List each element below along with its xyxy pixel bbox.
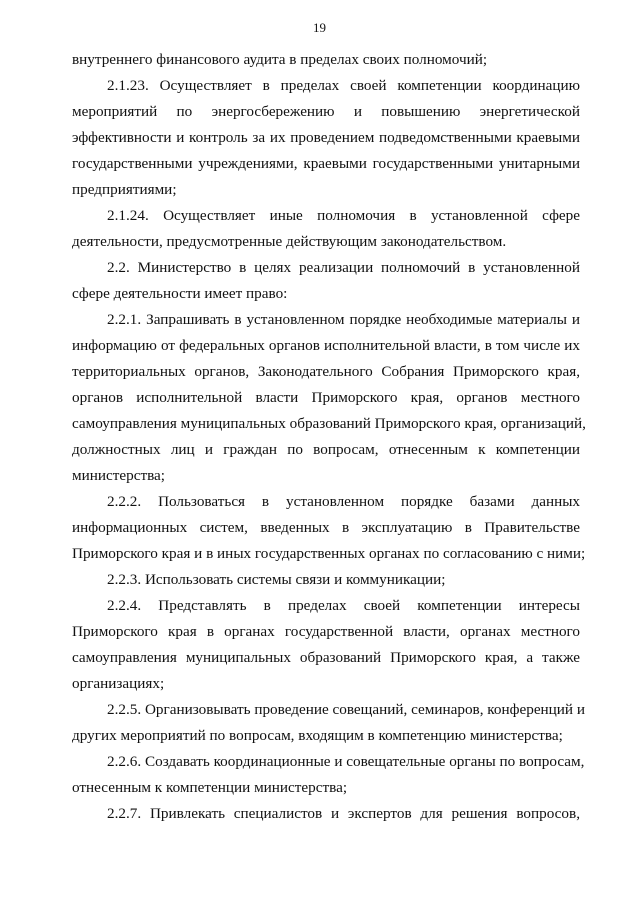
text-line: 2.2.1. Запрашивать в установленном порядке необходимые материалы и <box>107 311 580 328</box>
text-line: мероприятий по энергосбережению и повышению энергетической <box>72 103 580 120</box>
text-line: информацию от федеральных органов исполнительной власти, в том числе их <box>72 337 580 354</box>
text-line: 2.2.5. Организовывать проведение совещаний, семинаров, конференций и <box>107 701 585 718</box>
text-line: органов исполнительной власти Приморского края, органов местного <box>72 389 580 406</box>
text-line: 2.1.23. Осуществляет в пределах своей компетенции координацию <box>107 77 580 94</box>
text-line: 2.1.24. Осуществляет иные полномочия в установленной сфере <box>107 207 580 224</box>
text-line: территориальных органов, Законодательного Собрания Приморского края, <box>72 363 580 380</box>
text-line: других мероприятий по вопросам, входящим в компетенцию министерства; <box>72 727 563 744</box>
text-line: Приморского края и в иных государственных органах по согласованию с ними; <box>72 545 586 562</box>
text-line: 2.2.3. Использовать системы связи и коммуникации; <box>107 571 446 588</box>
text-line: предприятиями; <box>72 181 177 198</box>
text-line: Приморского края в органах государственной власти, органах местного <box>72 623 580 640</box>
text-line: эффективности и контроль за их проведением подведомственными краевыми <box>72 129 580 146</box>
text-line: информационных систем, введенных в эксплуатацию в Правительстве <box>72 519 580 536</box>
text-line: самоуправления муниципальных образований Приморского края, а также <box>72 649 580 666</box>
text-line: самоуправления муниципальных образований Приморского края, организаций, <box>72 415 586 432</box>
text-line: государственными учреждениями, краевыми государственными унитарными <box>72 155 580 172</box>
text-line: сфере деятельности имеет право: <box>72 285 288 302</box>
text-line: внутреннего финансового аудита в пределах своих полномочий; <box>72 51 488 68</box>
text-line: должностных лиц и граждан по вопросам, отнесенным к компетенции <box>72 441 580 458</box>
text-line: министерства; <box>72 467 166 484</box>
text-line: 2.2.6. Создавать координационные и совещательные органы по вопросам, <box>107 753 585 770</box>
text-line: 2.2. Министерство в целях реализации полномочий в установленной <box>107 259 580 276</box>
text-line: отнесенным к компетенции министерства; <box>72 779 348 796</box>
text-line: организациях; <box>72 675 165 692</box>
text-line: деятельности, предусмотренные действующим законодательством. <box>72 233 507 250</box>
text-line: 2.2.4. Представлять в пределах своей компетенции интересы <box>107 597 580 614</box>
text-line: 2.2.7. Привлекать специалистов и экспертов для решения вопросов, <box>107 805 580 822</box>
page-number: 19 <box>313 20 326 35</box>
text-line: 2.2.2. Пользоваться в установленном порядке базами данных <box>107 493 580 510</box>
